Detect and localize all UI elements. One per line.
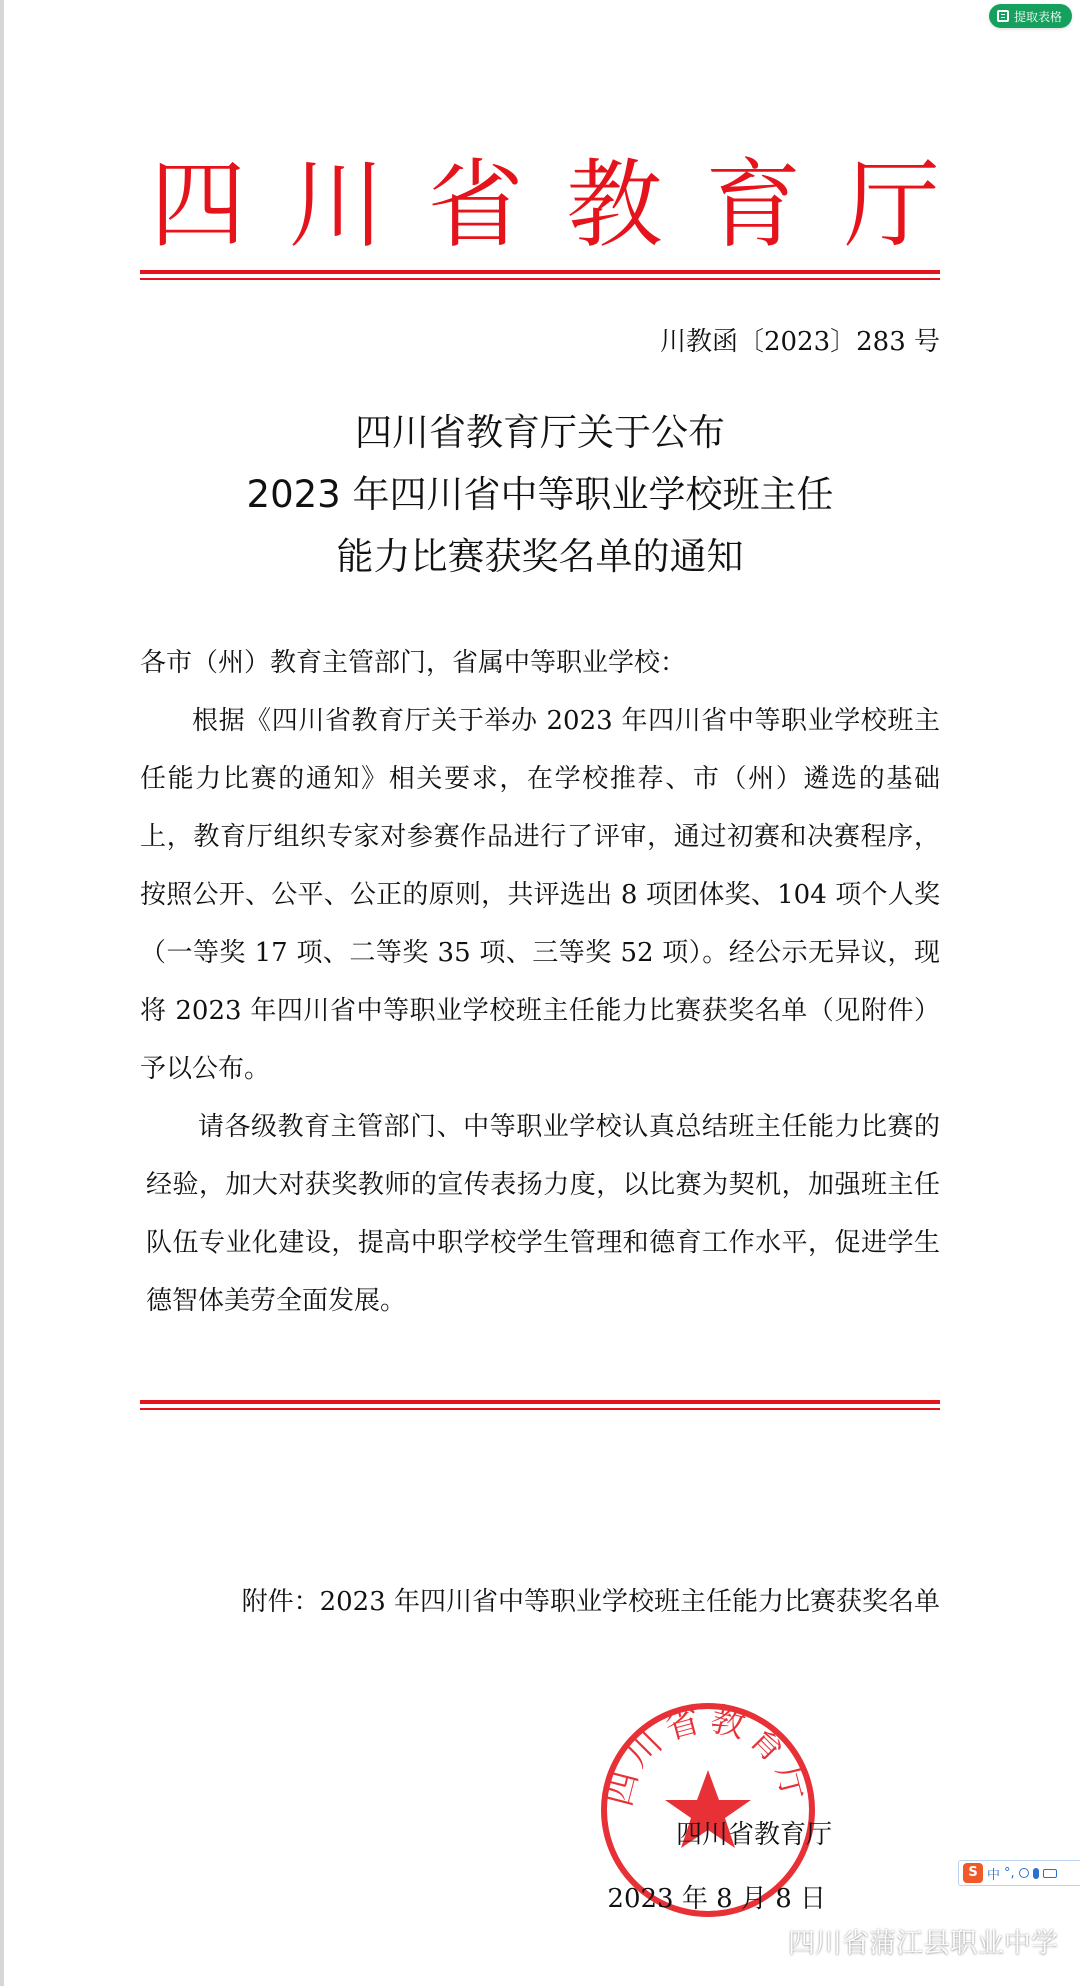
document-number: 川教函〔2023〕283 号 <box>659 327 940 357</box>
org-char: 厅 <box>843 149 940 261</box>
body-paragraph: 根据《四川省教育厅关于举办 2023 年四川省中等职业学校班主任能力比赛的通知》相关要求，在学校推荐、市（州）遴选的基础上，教育厅组织专家对参赛作品进行了评审，通过初赛和决赛程序，按照公开、公平、公正的原则，共评选出 8 项团体奖、104 项个人奖（一等奖 17 项、二等奖 35 项、三等奖 52 项）。经公示无异议，现将 2023 年四川省中等职业学校班主任能力比赛获奖名单（见附件）予以公布。 <box>140 706 940 1084</box>
signature-date: 2023 年 8 月 8 日 <box>607 1884 826 1914</box>
account-watermark <box>746 1920 1058 1960</box>
extract-table-button[interactable] <box>989 4 1072 28</box>
ime-punctuation-toggle[interactable]: °, <box>1004 1865 1015 1881</box>
watermark-text: 四川省蒲江县职业中学 <box>788 1927 1058 1959</box>
org-char: 省 <box>427 149 524 261</box>
salutation: 各市（州）教育主管部门，省属中等职业学校： <box>140 648 687 678</box>
title-line: 2023 年四川省中等职业学校班主任 <box>246 473 834 516</box>
wechat-icon <box>746 1926 780 1954</box>
emoji-icon[interactable] <box>1019 1868 1029 1878</box>
footer-red-rule-thick <box>140 1400 940 1404</box>
signature-org: 四川省教育厅 <box>675 1820 832 1850</box>
header-red-rule-thick <box>140 270 940 274</box>
org-char: 育 <box>705 149 802 261</box>
document-title <box>140 402 940 588</box>
attachment-line: 附件：2023 年四川省中等职业学校班主任能力比赛获奖名单 <box>241 1587 940 1617</box>
org-char: 川 <box>288 149 385 261</box>
header-red-rule-thin <box>140 278 940 280</box>
ime-logo-icon[interactable]: S <box>963 1863 983 1883</box>
org-char: 教 <box>566 149 663 261</box>
seal-text: 四川省教育厅 <box>599 1700 817 1811</box>
title-line: 四川省教育厅关于公布 <box>355 411 725 454</box>
microphone-icon[interactable] <box>1033 1868 1039 1879</box>
keyboard-icon[interactable] <box>1043 1869 1057 1878</box>
body-paragraph: 请各级教育主管部门、中等职业学校认真总结班主任能力比赛的经验，加大对获奖教师的宣传表扬力度，以比赛为契机，加强班主任队伍专业化建设，提高中职学校学生管理和德育工作水平，促进学生德智体美劳全面发展。 <box>146 1112 940 1316</box>
ime-toolbar[interactable] <box>958 1860 1080 1886</box>
issuing-org-title <box>150 150 940 260</box>
extract-table-label: 提取表格 <box>1013 9 1062 24</box>
footer-red-rule-thin <box>140 1408 940 1410</box>
table-icon <box>997 10 1009 22</box>
title-line: 能力比赛获奖名单的通知 <box>336 535 744 578</box>
org-char: 四 <box>150 149 246 261</box>
ime-mode-toggle[interactable]: 中 <box>987 1867 1001 1883</box>
page-left-edge <box>0 0 4 1986</box>
document-body <box>140 634 940 1330</box>
